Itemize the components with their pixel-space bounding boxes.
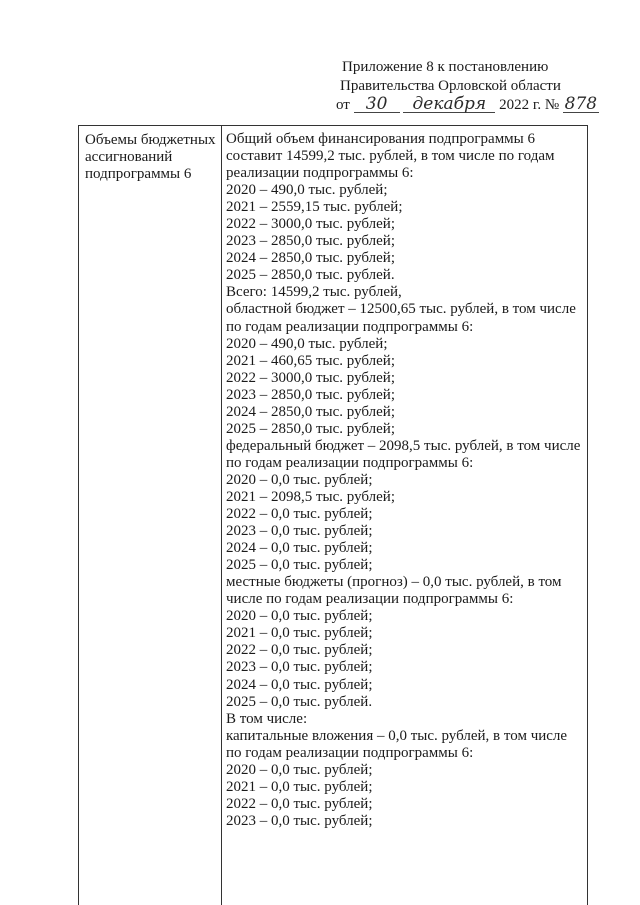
funding-line: 2025 – 0,0 тыс. рублей; (226, 557, 373, 574)
funding-line: 2022 – 3000,0 тыс. рублей; (226, 216, 395, 233)
funding-line: 2023 – 2850,0 тыс. рублей; (226, 233, 395, 250)
funding-line: 2025 – 2850,0 тыс. рублей; (226, 420, 395, 437)
table-column-divider (221, 126, 222, 905)
appendix-issuer: Правительства Орловской области (340, 78, 561, 94)
funding-line: 2021 – 0,0 тыс. рублей; (226, 778, 373, 795)
funding-line: 2020 – 0,0 тыс. рублей; (226, 608, 373, 625)
funding-line: федеральный бюджет – 2098,5 тыс. рублей, в том числе (226, 437, 581, 454)
date-day-handwritten: 30 (354, 96, 400, 113)
funding-line: по годам реализации подпрограммы 6: (226, 744, 474, 761)
funding-line: 2024 – 2850,0 тыс. рублей; (226, 403, 395, 420)
date-prefix: от (336, 97, 350, 113)
funding-line: числе по годам реализации подпрограммы 6: (226, 591, 514, 608)
funding-line: Общий объем финансирования подпрограммы 6 (226, 131, 536, 147)
funding-line: 2022 – 0,0 тыс. рублей; (226, 642, 373, 659)
funding-line: областной бюджет – 12500,65 тыс. рублей, в том числе (226, 301, 576, 318)
funding-line: 2020 – 490,0 тыс. рублей; (226, 335, 388, 352)
funding-line: 2024 – 0,0 тыс. рублей; (226, 676, 373, 693)
document-number-handwritten: 878 (564, 94, 598, 114)
date-month-handwritten: декабря (403, 96, 495, 113)
funding-line: Всего: 14599,2 тыс. рублей, (226, 284, 402, 301)
date-year-number-label: 2022 г. № (499, 97, 560, 113)
funding-line: 2021 – 2098,5 тыс. рублей; (226, 488, 395, 505)
funding-line: 2022 – 0,0 тыс. рублей; (226, 795, 373, 812)
funding-line: 2021 – 460,65 тыс. рублей; (226, 352, 395, 369)
funding-line: местные бюджеты (прогноз) – 0,0 тыс. рублей, в том (226, 574, 562, 591)
funding-line: 2023 – 2850,0 тыс. рублей; (226, 386, 395, 403)
funding-line: составит 14599,2 тыс. рублей, в том числе по годам (226, 148, 555, 165)
funding-line: 2023 – 0,0 тыс. рублей; (226, 523, 373, 540)
funding-line: 2023 – 0,0 тыс. рублей; (226, 812, 373, 829)
funding-line: 2022 – 3000,0 тыс. рублей; (226, 369, 395, 386)
funding-line: реализации подпрограммы 6: (226, 165, 414, 182)
funding-line: 2020 – 0,0 тыс. рублей; (226, 471, 373, 488)
funding-line: по годам реализации подпрограммы 6: (226, 318, 474, 335)
funding-table (78, 125, 588, 905)
appendix-title: Приложение 8 к постановлению (342, 59, 549, 75)
table-right-content (226, 131, 586, 830)
funding-line: 2023 – 0,0 тыс. рублей; (226, 659, 373, 676)
funding-line: 2025 – 0,0 тыс. рублей. (226, 693, 373, 710)
funding-line: капитальные вложения – 0,0 тыс. рублей, в том числе (226, 727, 568, 744)
funding-line: по годам реализации подпрограммы 6: (226, 454, 474, 471)
funding-line: 2022 – 0,0 тыс. рублей; (226, 506, 373, 523)
funding-line: 2021 – 2559,15 тыс. рублей; (226, 199, 403, 216)
appendix-header (336, 58, 599, 115)
funding-line: 2025 – 2850,0 тыс. рублей. (226, 267, 395, 284)
funding-line: 2024 – 0,0 тыс. рублей; (226, 540, 373, 557)
funding-line: 2024 – 2850,0 тыс. рублей; (226, 250, 395, 267)
table-left-label: Объемы бюджетных ассигнований подпрограммы 6 (85, 132, 216, 182)
funding-line: В том числе: (226, 710, 308, 727)
funding-line: 2021 – 0,0 тыс. рублей; (226, 625, 373, 642)
funding-line: 2020 – 490,0 тыс. рублей; (226, 182, 388, 199)
appendix-date-line (336, 96, 599, 115)
funding-line: 2020 – 0,0 тыс. рублей; (226, 761, 373, 778)
